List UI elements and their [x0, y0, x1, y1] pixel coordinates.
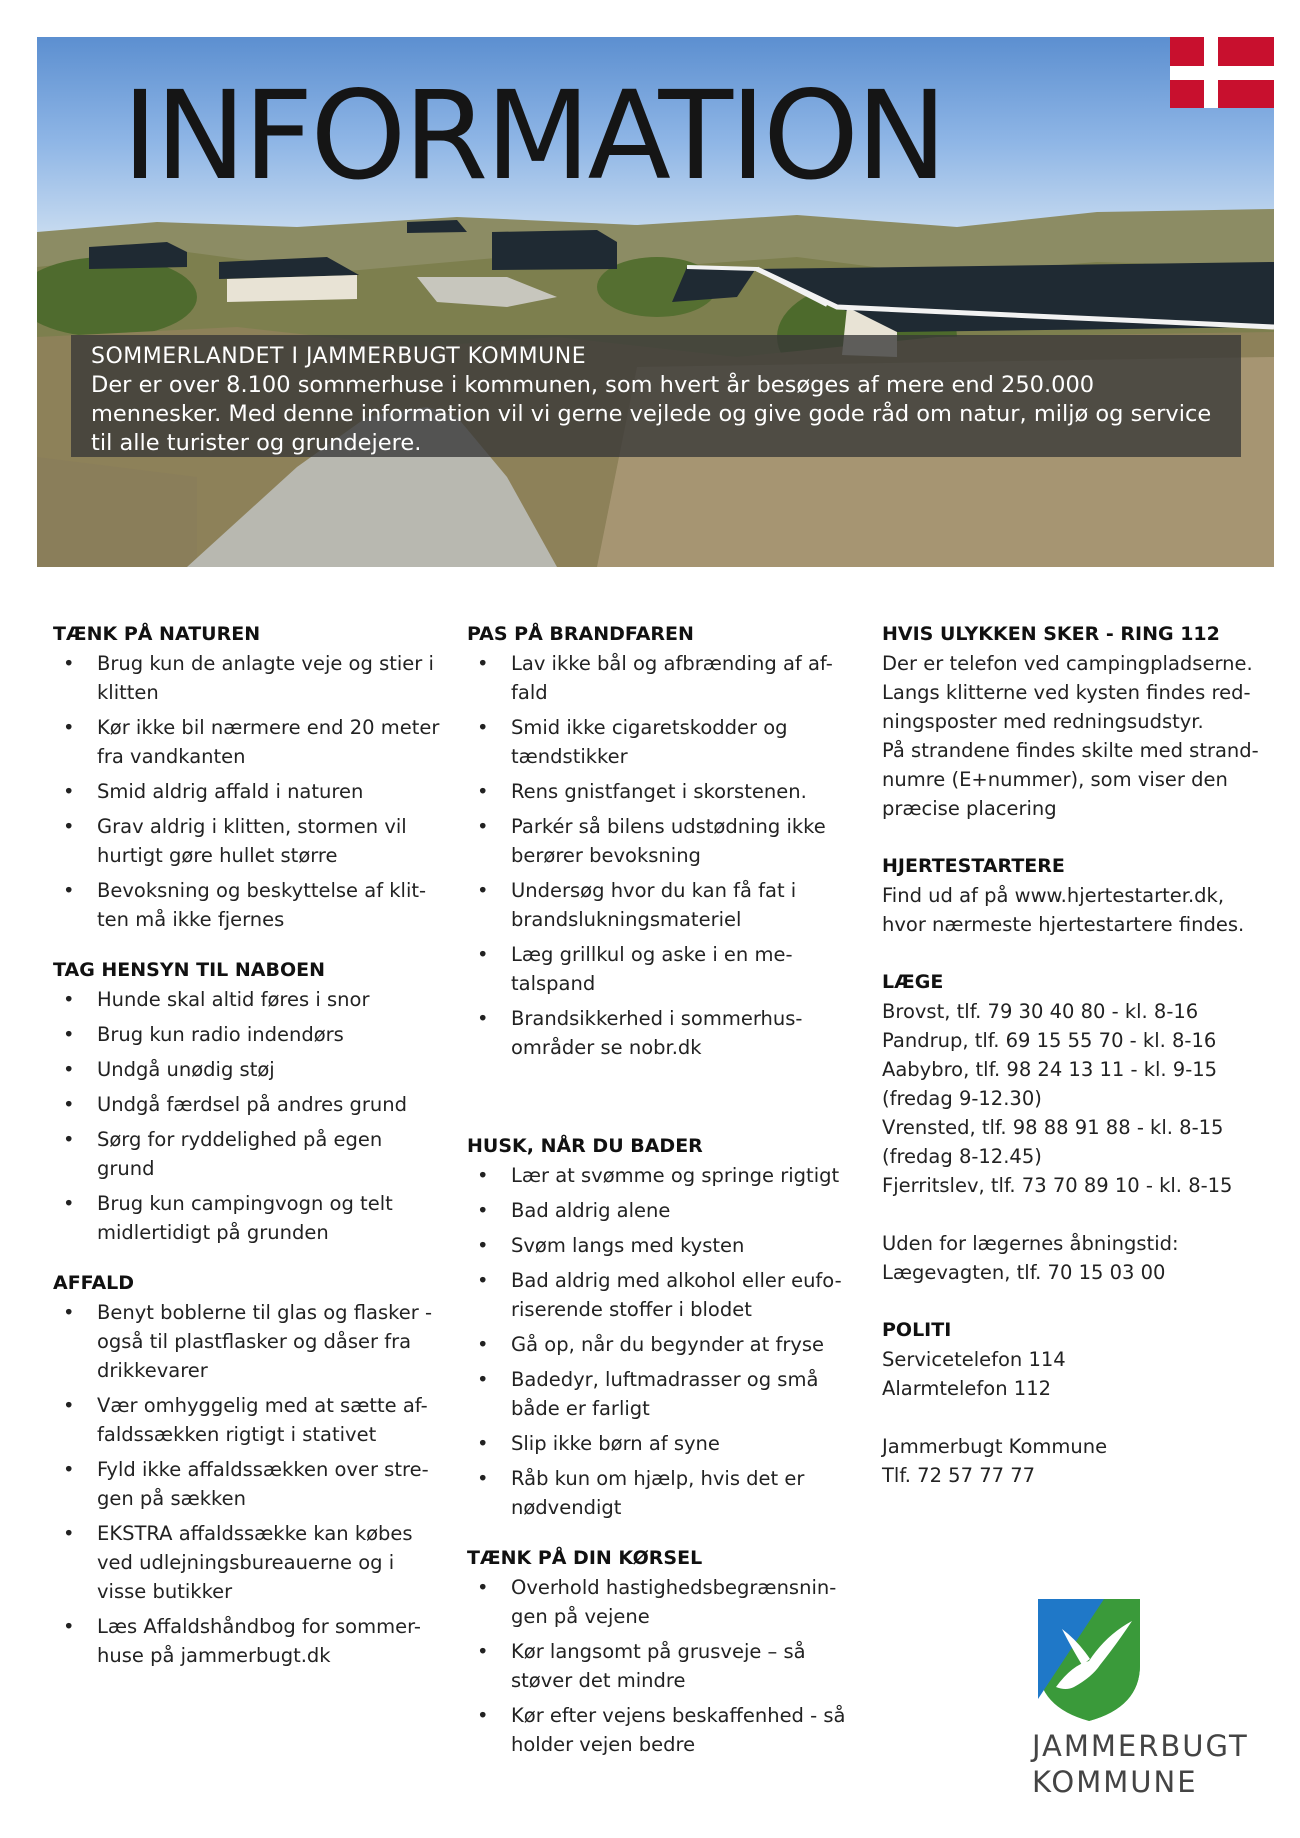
text-line: numre (E+nummer), som viser den	[882, 768, 1228, 791]
text-line: Tlf. 72 57 77 77	[882, 1464, 1036, 1487]
section-heading-affald: AFFALD	[53, 1272, 135, 1294]
municipality-logo	[1032, 1595, 1262, 1799]
list-naturen	[53, 649, 443, 934]
list-item: • Brug kun radio indendørs	[53, 1020, 443, 1049]
section-heading-naboen: TAG HENSYN TIL NABOEN	[53, 959, 326, 981]
text-line: Pandrup, tlf. 69 15 55 70 - kl. 8-16	[882, 1029, 1217, 1052]
list-item: • Råb kun om hjælp, hvis det er nødvendigt	[467, 1464, 857, 1522]
list-item: • Kør langsomt på grusveje – så støver det mindre	[467, 1637, 857, 1695]
section-heading-hjerte: HJERTESTARTERE	[882, 855, 1065, 877]
danish-flag-icon	[1170, 37, 1274, 108]
text-line: Aabybro, tlf. 98 24 13 11 - kl. 9-15	[882, 1058, 1218, 1081]
section-heading-brand: PAS PÅ BRANDFAREN	[467, 623, 694, 645]
text-line: præcise placering	[882, 797, 1057, 820]
list-bader	[467, 1161, 857, 1522]
column-3	[882, 620, 1262, 1490]
text-line: Find ud af på www.hjertestarter.dk,	[882, 884, 1225, 907]
list-item: • Bad aldrig med alkohol eller eufo-riserende stoffer i blodet	[467, 1266, 857, 1324]
list-item: • Badedyr, luftmadrasser og små både er farligt	[467, 1365, 857, 1423]
list-item: • Brug kun campingvogn og telt midlertidigt på grunden	[53, 1189, 443, 1247]
list-item: • Brug kun de anlagte veje og stier i klitten	[53, 649, 443, 707]
list-item: • EKSTRA affaldssække kan købes ved udlejningsbureauerne og i visse butikker	[53, 1519, 443, 1606]
text-line: Langs klitterne ved kysten findes red-	[882, 681, 1251, 704]
text-line: På strandene findes skilte med strand-	[882, 739, 1259, 762]
list-item: • Bad aldrig alene	[467, 1196, 857, 1225]
section-heading-korsel: TÆNK PÅ DIN KØRSEL	[467, 1547, 703, 1569]
logo-name-line-2: KOMMUNE	[1032, 1765, 1198, 1799]
intro-box	[71, 335, 1241, 457]
column-2	[467, 620, 857, 1765]
list-item: • Slip ikke børn af syne	[467, 1429, 857, 1458]
list-item: • Smid aldrig affald i naturen	[53, 777, 443, 806]
list-item: • Undgå unødig støj	[53, 1055, 443, 1084]
column-1	[53, 620, 443, 1676]
list-item: • Grav aldrig i klitten, stormen vil hurtigt gøre hullet større	[53, 812, 443, 870]
list-item: • Svøm langs med kysten	[467, 1231, 857, 1260]
section-heading-naturen: TÆNK PÅ NATUREN	[53, 623, 261, 645]
list-item: • Overhold hastighedsbegrænsnin-gen på vejene	[467, 1573, 857, 1631]
list-item: • Lær at svømme og springe rigtigt	[467, 1161, 857, 1190]
text-line: hvor nærmeste hjertestartere findes.	[882, 913, 1245, 936]
list-affald	[53, 1298, 443, 1670]
text-line: (fredag 8-12.45)	[882, 1145, 1042, 1168]
list-item: • Kør efter vejens beskaffenhed - så holder vejen bedre	[467, 1701, 857, 1759]
list-item: • Gå op, når du begynder at fryse	[467, 1330, 857, 1359]
seagull-shield-icon	[1034, 1595, 1144, 1725]
intro-heading: SOMMERLANDET I JAMMERBUGT KOMMUNE	[91, 344, 587, 369]
list-brand	[467, 649, 857, 1062]
list-item: • Vær omhyggelig med at sætte af-faldssækken rigtigt i stativet	[53, 1391, 443, 1449]
text-line: Alarmtelefon 112	[882, 1377, 1052, 1400]
section-heading-bader: HUSK, NÅR DU BADER	[467, 1135, 703, 1157]
list-item: • Lav ikke bål og afbrænding af af-fald	[467, 649, 857, 707]
text-line: Der er telefon ved campingpladserne.	[882, 652, 1253, 675]
list-item: • Læs Affaldshåndbog for sommer-huse på jammerbugt.dk	[53, 1612, 443, 1670]
list-item: • Kør ikke bil nærmere end 20 meter fra vandkanten	[53, 713, 443, 771]
text-line: Servicetelefon 114	[882, 1348, 1066, 1371]
list-item: • Bevoksning og beskyttelse af klit-ten må ikke fjernes	[53, 876, 443, 934]
list-item: • Undersøg hvor du kan få fat i brandslukningsmateriel	[467, 876, 857, 934]
intro-text: Der er over 8.100 sommerhuse i kommunen, som hvert år besøges af mere end 250.000 mennesker. Med denne information vil vi gerne vejlede og give gode råd om natur, miljø og service til alle turister og grundejere.	[91, 372, 1212, 456]
section-heading-ulykke: HVIS ULYKKEN SKER - RING 112	[882, 623, 1220, 645]
list-item: • Benyt boblerne til glas og flasker - også til plastflasker og dåser fra drikkevarer	[53, 1298, 443, 1385]
text-line: (fredag 9-12.30)	[882, 1087, 1042, 1110]
list-item: • Parkér så bilens udstødning ikke berører bevoksning	[467, 812, 857, 870]
hero-banner	[37, 37, 1274, 567]
section-heading-laege: LÆGE	[882, 971, 944, 993]
list-item: • Undgå færdsel på andres grund	[53, 1090, 443, 1119]
list-item: • Fyld ikke affaldssækken over stre-gen på sækken	[53, 1455, 443, 1513]
list-item: • Hunde skal altid føres i snor	[53, 985, 443, 1014]
list-item: • Brandsikkerhed i sommerhus-områder se nobr.dk	[467, 1004, 857, 1062]
section-heading-politi: POLITI	[882, 1319, 952, 1341]
logo-name-line-1: JAMMERBUGT	[1032, 1729, 1249, 1763]
list-item: • Læg grillkul og aske i en me-talspand	[467, 940, 857, 998]
list-item: • Smid ikke cigaretskodder og tændstikker	[467, 713, 857, 771]
list-item: • Rens gnistfanget i skorstenen.	[467, 777, 857, 806]
text-line: Brovst, tlf. 79 30 40 80 - kl. 8-16	[882, 1000, 1199, 1023]
text-line: Vrensted, tlf. 98 88 91 88 - kl. 8-15	[882, 1116, 1224, 1139]
text-line: Lægevagten, tlf. 70 15 03 00	[882, 1261, 1166, 1284]
list-korsel	[467, 1573, 857, 1759]
list-naboen	[53, 985, 443, 1247]
text-line: Fjerritslev, tlf. 73 70 89 10 - kl. 8-15	[882, 1174, 1233, 1197]
text-line: Jammerbugt Kommune	[882, 1435, 1108, 1458]
text-line: Uden for lægernes åbningstid:	[882, 1232, 1179, 1255]
list-item: • Sørg for ryddelighed på egen grund	[53, 1125, 443, 1183]
page-title: INFORMATION	[122, 65, 945, 207]
text-line: ningsposter med redningsudstyr.	[882, 710, 1204, 733]
